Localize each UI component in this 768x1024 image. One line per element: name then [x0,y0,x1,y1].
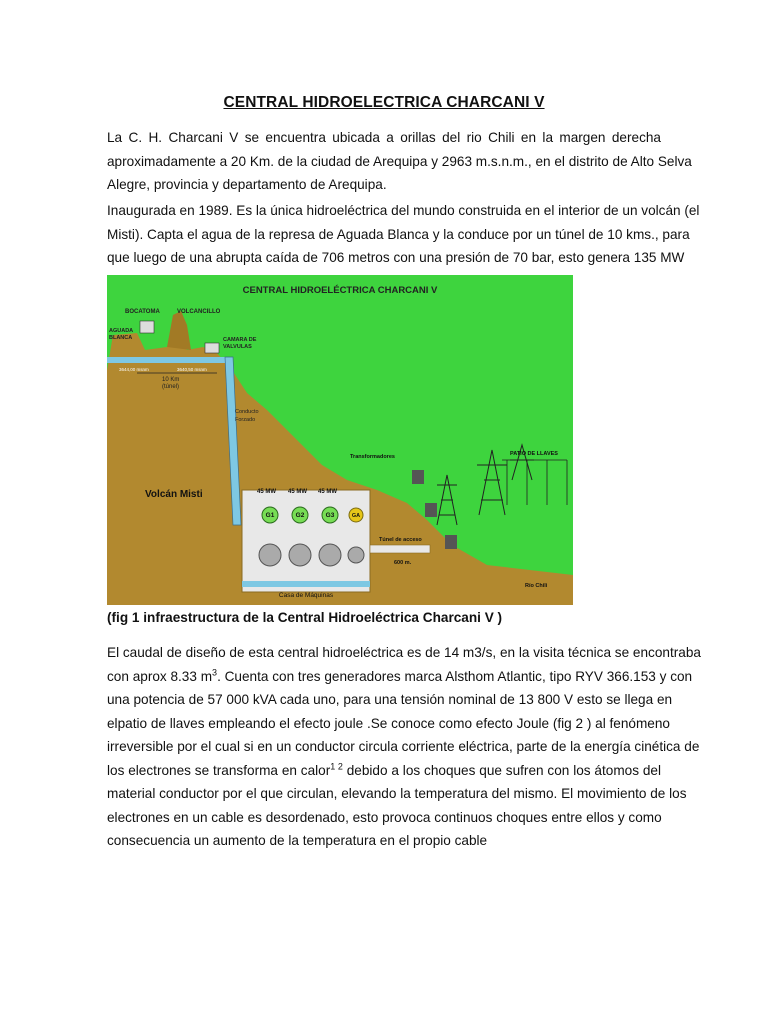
paragraph-line: El caudal de diseño de esta central hidroeléctrica es de 14 m3/s, en la visita técnica se encontraba [107,645,701,660]
turbine-1 [259,544,281,566]
paragraph-line: La C. H. Charcani V se encuentra ubicada a orillas del rio Chili en la margen derecha [107,130,661,145]
label-casa-maquinas: Casa de Máquinas [278,592,334,599]
paragraph-line: electrones en un cable es desordenado, esto provoca continuos choques entre ellos y como [107,809,662,825]
paragraph-line: irreversible por el cual si en un conductor circula corriente eléctrica, parte de la energía cinética de [107,739,700,754]
turbine-2 [289,544,311,566]
valve-chamber-building [205,343,219,353]
paragraph-line [107,759,661,783]
superscript: 3 [212,666,218,677]
label-tunnel-2: (túnel) [162,384,180,390]
superscript: 1 2 [330,760,343,771]
label-600m: 600 m. [394,560,412,566]
text-fragment: debido a los choques que sufren con los átomos del [342,762,661,778]
turbine-aux [348,547,364,563]
bocatoma-building [140,321,154,333]
paragraph-line: que luego de una abrupta caída de 706 metros con una presión de 70 bar, esto genera 135 MW [107,250,685,265]
label-g3: G3 [325,512,335,519]
paragraph-location [107,126,692,197]
label-patio-llaves: PATIO DE LLAVES [510,451,558,457]
text-fragment: los electrones se transforma en calor [107,762,331,778]
paragraph-line: Inaugurada en 1989. Es la única hidroeléctrica del mundo construida en el interior de un volcán (el [107,203,700,218]
label-conducto-2: Forzado [235,417,256,423]
label-g1: G1 [265,512,275,519]
label-camara-2: VALVULAS [223,344,252,350]
label-conducto-1: Conducto [235,409,259,415]
figure-plant-diagram [107,275,573,605]
paragraph-line: material conductor por el que circulan, elevando la temperatura del mismo. El movimiento de los [107,786,687,801]
transformer-2 [425,503,437,517]
paragraph-line: aproximadamente a 20 Km. de la ciudad de Arequipa y 2963 m.s.n.m., en el distrito de Alto Selva [107,153,692,169]
label-bocatoma: BOCATOMA [125,309,160,315]
label-ga: GA [351,513,361,519]
paragraph-line: Alegre, provincia y departamento de Arequipa. [107,177,387,192]
label-mw-3: 45 MW [318,489,338,495]
label-transformadores: Transformadores [350,454,395,460]
label-aguada: AGUADA [109,328,134,334]
paragraph-line: consecuencia un aumento de la temperatura en el propio cable [107,833,488,848]
intake-channel [107,357,227,363]
text-fragment: con aprox 8.33 m [107,668,213,684]
figure-title: CENTRAL HIDROELÉCTRICA CHARCANI V [242,285,438,296]
tailrace [242,581,370,587]
label-rio-chili: Río Chili [525,583,548,589]
paragraph-line: elpatio de llaves empleando el efecto joule .Se conoce como efecto Joule (fig 2 ) al fenómeno [107,715,670,731]
paragraph-line [107,665,693,689]
label-volcan-misti: Volcán Misti [145,489,203,500]
label-msnm-2: 3640,50 msnm [177,367,207,372]
turbine-3 [319,544,341,566]
label-volcancillo: VOLCANCILLO [177,309,221,315]
label-blanca: BLANCA [109,335,133,341]
label-g2: G2 [295,512,305,519]
label-tunel-acceso: Túnel de acceso [379,537,422,543]
powerhouse-cavern [242,490,370,592]
label-camara-1: CAMARA DE [223,337,257,343]
paragraph-inauguration [107,199,700,270]
label-mw-2: 45 MW [288,489,308,495]
access-tunnel [370,545,430,553]
figure-caption: (fig 1 infraestructura de la Central Hidroeléctrica Charcani V ) [107,610,503,625]
paragraph-line: una potencia de 57 000 kVA cada uno, para una tensión nominal de 13 800 V esto se llega en [107,692,673,707]
transformer-3 [445,535,457,549]
paragraph-technical [107,641,701,853]
label-tunnel-1: 10 Km [162,377,180,383]
transformer-1 [412,470,424,484]
text-fragment: . Cuenta con tres generadores marca Alsthom Atlantic, tipo RYV 366.153 y con [217,668,693,684]
paragraph-line: Misti). Capta el agua de la represa de Aguada Blanca y la conduce por un túnel de 10 kms., para [107,226,690,242]
document-title: CENTRAL HIDROELECTRICA CHARCANI V [223,94,545,111]
label-msnm-1: 3644,00 msnm [119,367,149,372]
label-mw-1: 45 MW [257,489,277,495]
